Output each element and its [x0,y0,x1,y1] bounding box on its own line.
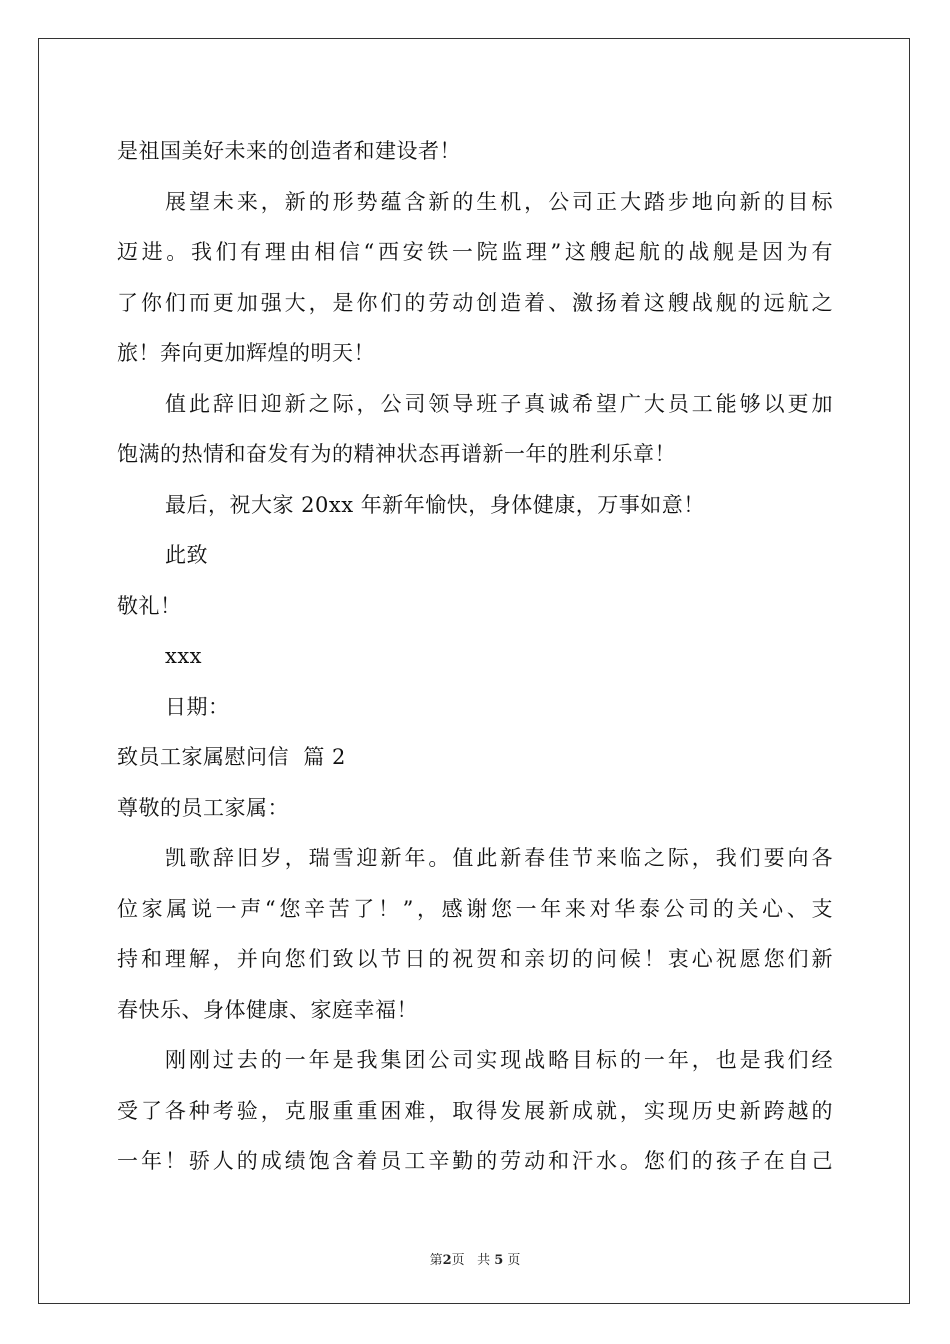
total-suffix: 页 [507,1253,521,1268]
text-line: 展望未来，新的形势蕴含新的生机，公司正大踏步地向新的目标 [165,189,833,214]
closing-respect: 敬礼！ [117,593,182,618]
text-line: 春快乐、身体健康、家庭幸福！ [117,997,418,1022]
page-suffix: 页 [451,1253,465,1268]
page-footer [0,1249,950,1268]
text-line: 饱满的热情和奋发有为的精神状态再谱新一年的胜利乐章！ [117,442,676,466]
page-number: 2 [442,1253,452,1268]
document-body [117,126,833,1187]
section-heading: 致员工家属慰问信 篇 2 [117,745,346,769]
total-pages: 5 [494,1253,504,1268]
page-prefix: 第 [429,1253,443,1268]
text-line: 受了各种考验，克服重重困难，取得发展新成就，实现历史新跨越的 [117,1098,833,1123]
closing-salutation: 此致 [165,543,208,567]
text-line: 旅！奔向更加辉煌的明天！ [117,341,375,365]
text-line: 迈进。我们有理由相信“西安铁一院监理”这艘起航的战舰是因为有 [117,240,833,264]
text-line: 持和理解，并向您们致以节日的祝贺和亲切的问候！衷心祝愿您们新 [117,947,833,971]
date-label: 日期： [165,694,230,719]
signature: xxx [165,644,203,668]
text-line: 值此辞旧迎新之际，公司领导班子真诚希望广大员工能够以更加 [165,391,833,416]
total-prefix: 共 [477,1253,491,1268]
text-line: 凯歌辞旧岁，瑞雪迎新年。值此新春佳节来临之际，我们要向各 [165,846,833,870]
text-line: 刚刚过去的一年是我集团公司实现战略目标的一年，也是我们经 [165,1048,833,1072]
text-line: 一年！骄人的成绩饱含着员工辛勤的劳动和汗水。您们的孩子在自己 [117,1149,833,1173]
text-line: 了你们而更加强大，是你们的劳动创造着、激扬着这艘战舰的远航之 [117,290,833,315]
greeting: 尊敬的员工家属： [117,795,289,820]
text-line: 位家属说一声“您辛苦了！”，感谢您一年来对华泰公司的关心、支 [117,896,833,921]
text-line: 是祖国美好未来的创造者和建设者！ [117,139,461,163]
text-line: 最后，祝大家 20xx 年新年愉快，身体健康，万事如意！ [165,492,705,517]
